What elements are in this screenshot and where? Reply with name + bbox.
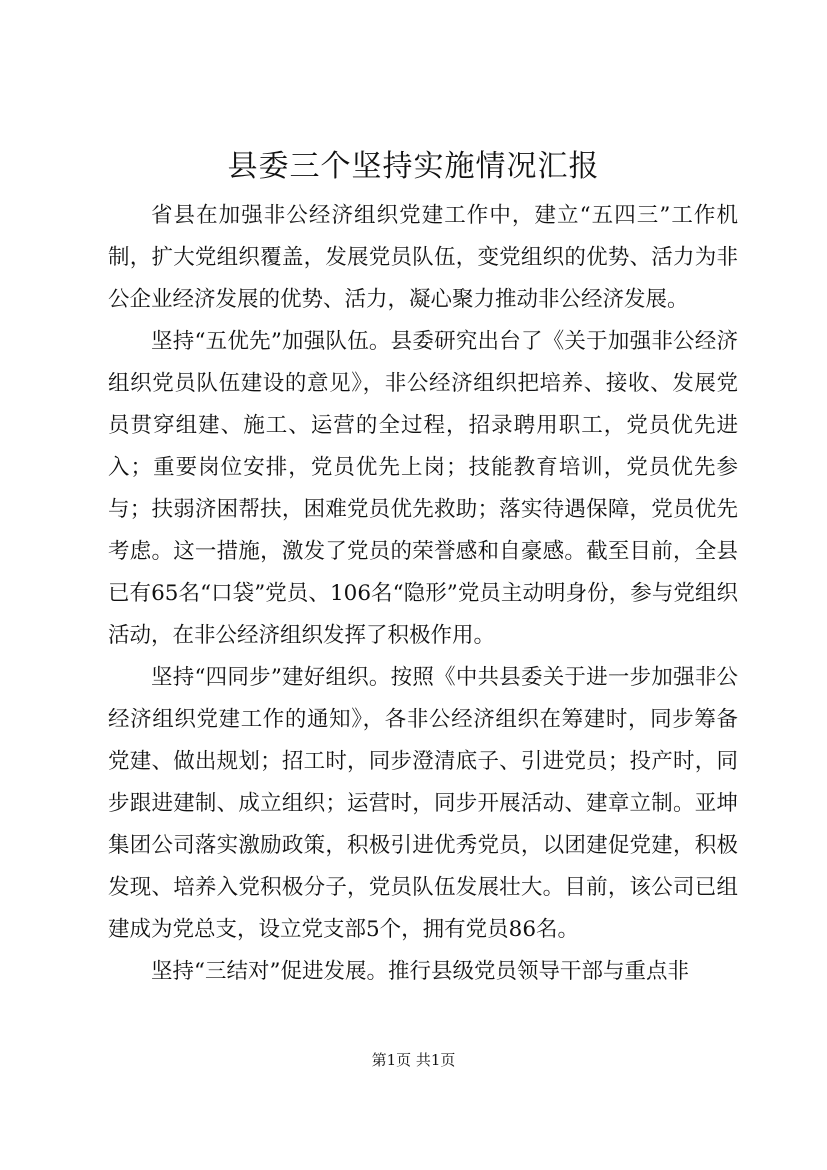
document-body — [108, 195, 738, 993]
paragraph-five-priorities: 坚持“五优先”加强队伍。县委研究出台了《关于加强非公经济组织党员队伍建设的意见》，非公经济组织把培养、接收、发展党员贯穿组建、施工、运营的全过程，招录聘用职工，党员优先进入；重要岗位安排，党员优先上岗；技能教育培训，党员优先参与；扶弱济困帮扶，困难党员优先救助；落实待遇保障，党员优先考虑。这一措施，激发了党员的荣誉感和自豪感。截至目前，全县已有65名“口袋”党员、106名“隐形”党员主动明身份，参与党组织活动，在非公经济组织发挥了积极作用。 — [108, 329, 738, 648]
page-number-footer: 第1页 共1页 — [371, 1051, 456, 1069]
paragraph-four-synchronizations: 坚持“四同步”建好组织。按照《中共县委关于进一步加强非公经济组织党建工作的通知》，各非公经济组织在筹建时，同步筹备党建、做出规划；招工时，同步澄清底子、引进党员；投产时，同步跟进建制、成立组织；运营时，同步开展活动、建章立制。亚坤集团公司落实激励政策，积极引进优秀党员，以团建促党建，积极发现、培养入党积极分子，党员队伍发展壮大。目前，该公司已组建成为党总支，设立党支部5个，拥有党员86名。 — [108, 665, 738, 942]
paragraph-three-pairings: 坚持“三结对”促进发展。推行县级党员领导干部与重点非 — [151, 959, 689, 984]
document-title: 县委三个坚持实施情况汇报 — [227, 149, 600, 184]
paragraph-intro: 省县在加强非公经济组织党建工作中，建立“五四三”工作机制，扩大党组织覆盖，发展党员队伍，变党组织的优势、活力为非公企业经济发展的优势、活力，凝心聚力推动非公经济发展。 — [108, 203, 738, 312]
